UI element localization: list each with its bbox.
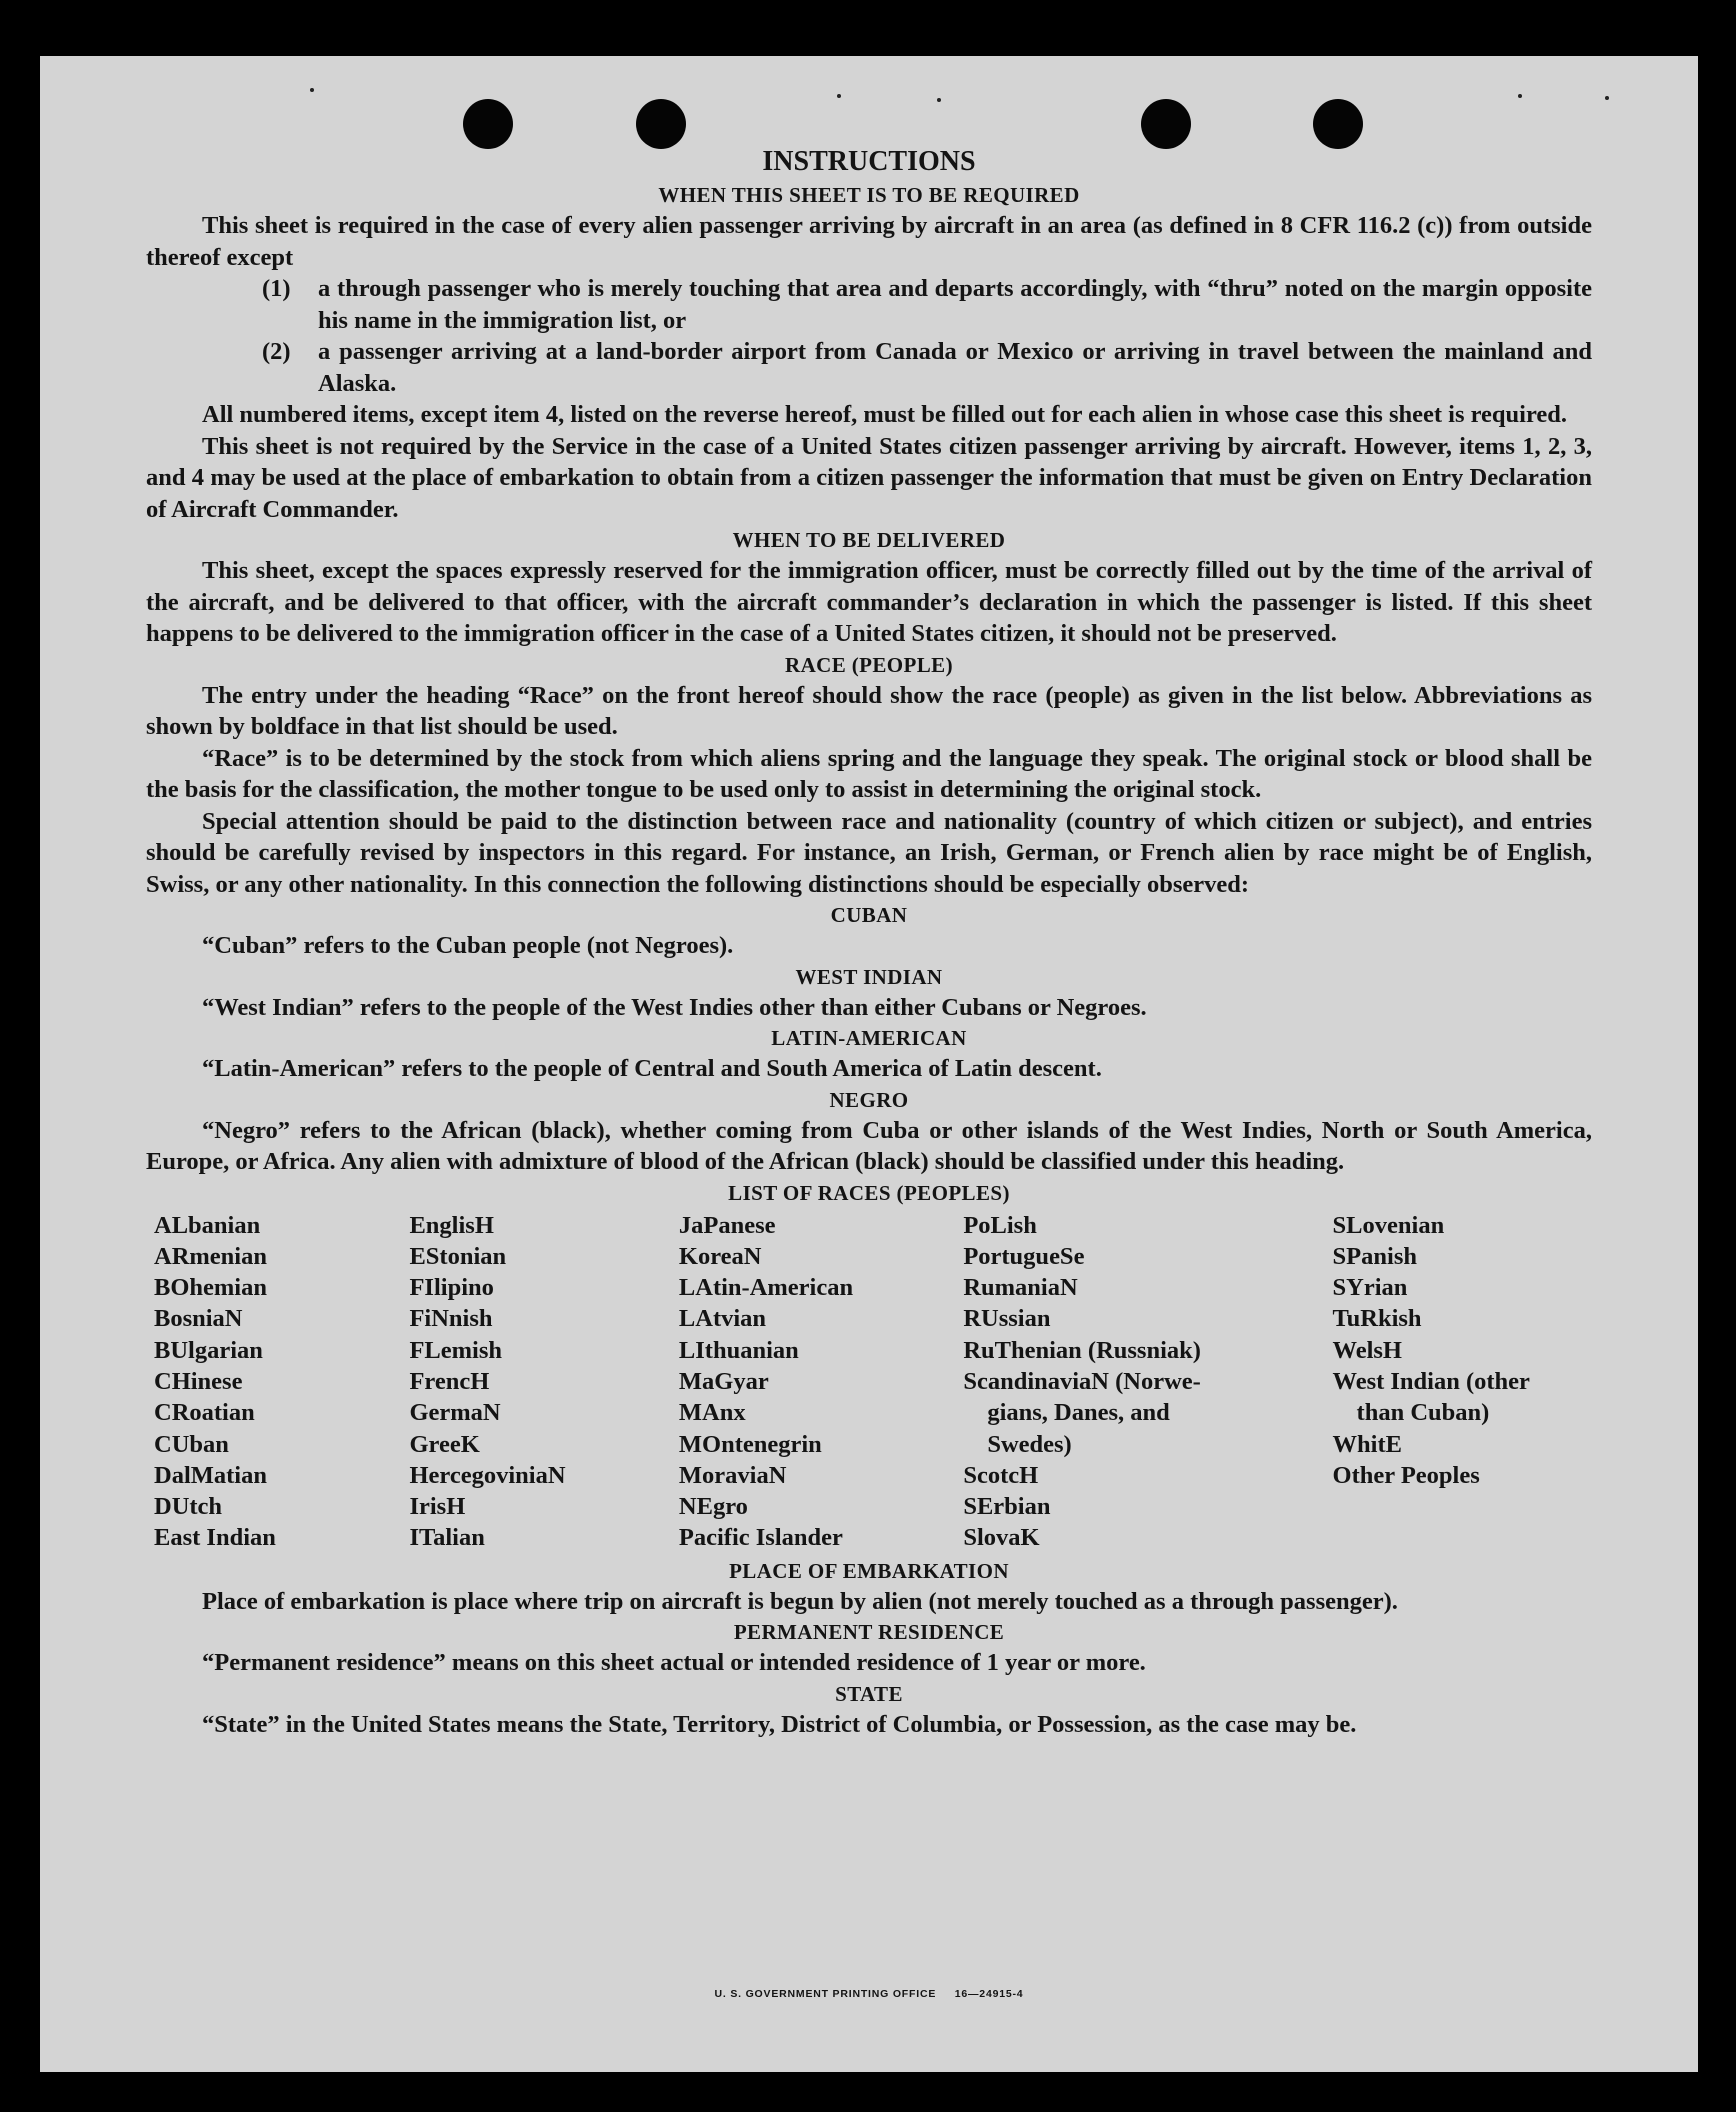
- race-entry: MOntenegrin: [678, 1430, 822, 1458]
- race-entry: WelsH: [1332, 1336, 1402, 1364]
- negro-paragraph: “Negro” refers to the African (black), whether coming from Cuba or other islands of the West Indies, North or South America, Europe, or Africa. Any alien with admixture of blood of the African (black) should be classified under this heading.: [146, 1116, 1592, 1175]
- race-entry: GermaN: [409, 1399, 501, 1427]
- exception-item-2: [262, 336, 1592, 399]
- speck: [837, 94, 841, 98]
- race-entry: West Indian (other: [1332, 1367, 1530, 1395]
- section-heading-delivered: WHEN TO BE DELIVERED: [732, 528, 1006, 552]
- races-column-3: [679, 1210, 963, 1554]
- race-entry: PortugueSe: [963, 1242, 1085, 1270]
- race-entry: PoLish: [963, 1211, 1037, 1239]
- race-entry: WhitE: [1332, 1430, 1402, 1458]
- races-list: [146, 1210, 1592, 1554]
- race-entry: gians, Danes, and: [987, 1399, 1170, 1427]
- west-indian-paragraph: “West Indian” refers to the people of the West Indies other than either Cubans or Negroes.: [202, 993, 1147, 1021]
- races-column-5: [1333, 1210, 1592, 1554]
- exception-item-1: [262, 273, 1592, 336]
- races-column-4: [963, 1210, 1332, 1554]
- race-entry: SErbian: [963, 1493, 1051, 1521]
- page-title: INSTRUCTIONS: [762, 146, 976, 177]
- section-heading-required: WHEN THIS SHEET IS TO BE REQUIRED: [658, 183, 1080, 207]
- section-heading-cuban: CUBAN: [830, 903, 908, 927]
- race-entry: FiNnish: [409, 1305, 493, 1333]
- race-entry: DUtch: [154, 1493, 223, 1521]
- punch-hole: [1141, 99, 1191, 149]
- item-number: (1): [262, 275, 291, 302]
- race-entry: than Cuban): [1356, 1399, 1490, 1427]
- race-entry: ALbanian: [154, 1211, 261, 1239]
- latin-american-paragraph: “Latin-American” refers to the people of Central and South America of Latin descent.: [202, 1055, 1102, 1082]
- item-text: a passenger arriving at a land-border airport from Canada or Mexico or arriving in travel between the mainland and Alaska.: [318, 338, 1592, 397]
- race-entry: ScotcH: [963, 1461, 1039, 1489]
- cuban-paragraph: “Cuban” refers to the Cuban people (not Negroes).: [202, 932, 734, 959]
- race-paragraph-1: The entry under the heading “Race” on the front hereof should show the race (people) as given in the list below. Abbreviations as shown by boldface in that list should be used.: [146, 681, 1592, 740]
- race-entry: RUssian: [963, 1305, 1051, 1333]
- document-sheet: [40, 56, 1698, 2072]
- race-entry: MoraviaN: [678, 1461, 787, 1489]
- section-heading-races-list: LIST OF RACES (PEOPLES): [728, 1180, 1010, 1205]
- race-entry: RumaniaN: [963, 1274, 1078, 1302]
- race-entry: EnglisH: [409, 1211, 494, 1239]
- instructions-body: [146, 144, 1592, 1740]
- delivered-paragraph: This sheet, except the spaces expressly reserved for the immigration officer, must be correctly filled out by the time of the arrival of the aircraft, and be delivered to that officer, with the aircraft commander’s declaration in which the passenger is listed. If this sheet happens to be delivered to the immigration officer in the case of a United States citizen, it should not be preserved.: [146, 557, 1592, 647]
- section-heading-west-indian: WEST INDIAN: [795, 964, 943, 989]
- race-entry: SlovaK: [963, 1524, 1040, 1552]
- race-entry: BUlgarian: [154, 1336, 263, 1364]
- races-column-2: [409, 1210, 678, 1554]
- race-entry: MaGyar: [678, 1367, 769, 1395]
- section-heading-state: STATE: [835, 1681, 903, 1706]
- race-entry: DalMatian: [154, 1461, 267, 1489]
- printing-office-footer: U. S. GOVERNMENT PRINTING OFFICE 16—24915-4: [714, 1988, 1024, 2000]
- required-paragraph-3: This sheet is not required by the Service in the case of a United States citizen passenger arriving by aircraft. However, items 1, 2, 3, and 4 may be used at the place of embarkation to obtain from a citizen passenger the information that must be given on Entry Declaration of Aircraft Commander.: [146, 432, 1592, 523]
- race-entry: CRoatian: [154, 1399, 255, 1427]
- race-entry: LAtvian: [678, 1305, 767, 1333]
- punch-hole: [463, 99, 513, 149]
- race-entry: LIthuanian: [678, 1336, 799, 1364]
- race-entry: KoreaN: [678, 1242, 762, 1270]
- race-entry: ScandinaviaN (Norwe-: [963, 1367, 1201, 1395]
- section-heading-negro: NEGRO: [829, 1087, 909, 1112]
- race-entry: ARmenian: [154, 1242, 267, 1270]
- race-entry: CHinese: [154, 1367, 243, 1395]
- race-entry: Swedes): [987, 1430, 1072, 1458]
- race-entry: Pacific Islander: [678, 1524, 843, 1552]
- required-intro: This sheet is required in the case of every alien passenger arriving by aircraft in an area (as defined in 8 CFR 116.2 (c)) from outside thereof except: [146, 212, 1592, 271]
- item-number: (2): [262, 338, 291, 365]
- race-entry: BosniaN: [154, 1305, 243, 1333]
- race-entry: ITalian: [409, 1524, 485, 1552]
- section-heading-residence: PERMANENT RESIDENCE: [733, 1620, 1005, 1645]
- race-entry: GreeK: [409, 1430, 480, 1458]
- residence-paragraph: “Permanent residence” means on this sheet actual or intended residence of 1 year or more.: [202, 1649, 1146, 1677]
- race-entry: JaPanese: [678, 1211, 776, 1239]
- race-entry: FIlipino: [409, 1274, 494, 1302]
- race-entry: FrencH: [409, 1367, 490, 1395]
- speck: [937, 98, 941, 102]
- embarkation-paragraph: Place of embarkation is place where trip on aircraft is begun by alien (not merely touched as a through passenger).: [202, 1587, 1398, 1615]
- race-entry: TuRkish: [1332, 1305, 1422, 1333]
- speck: [310, 88, 314, 92]
- required-paragraph-2: All numbered items, except item 4, listed on the reverse hereof, must be filled out for each alien in whose case this sheet is required.: [202, 401, 1568, 428]
- punch-hole: [1313, 99, 1363, 149]
- section-heading-race: RACE (PEOPLE): [785, 652, 953, 677]
- race-entry: SYrian: [1332, 1274, 1408, 1302]
- race-entry: SLovenian: [1332, 1211, 1445, 1239]
- race-entry: NEgro: [678, 1493, 748, 1521]
- race-entry: HercegoviniaN: [409, 1461, 566, 1489]
- speck: [1518, 94, 1522, 98]
- race-entry: LAtin-American: [678, 1274, 854, 1302]
- state-paragraph: “State” in the United States means the State, Territory, District of Columbia, or Possession, as the case may be.: [202, 1710, 1357, 1738]
- race-entry: CUban: [154, 1430, 229, 1458]
- race-entry: MAnx: [678, 1399, 746, 1427]
- race-entry: SPanish: [1332, 1242, 1417, 1270]
- race-entry: Other Peoples: [1332, 1461, 1480, 1489]
- race-entry: RuThenian (Russniak): [963, 1336, 1201, 1364]
- speck: [1605, 96, 1609, 100]
- race-entry: IrisH: [409, 1493, 466, 1521]
- race-entry: FLemish: [409, 1336, 503, 1364]
- race-entry: BOhemian: [154, 1274, 267, 1302]
- race-entry: East Indian: [154, 1524, 276, 1552]
- punch-hole: [636, 99, 686, 149]
- section-heading-latin-american: LATIN-AMERICAN: [771, 1026, 967, 1050]
- races-column-1: [146, 1210, 409, 1554]
- race-entry: EStonian: [409, 1242, 507, 1270]
- race-paragraph-3: Special attention should be paid to the distinction between race and nationality (country of which citizen or subject), and entries should be carefully revised by inspectors in this regard. For instance, an Irish, German, or French alien by race might be of English, Swiss, or any other nationality. In this connection the following distinctions should be especially observed:: [146, 807, 1592, 898]
- section-heading-embarkation: PLACE OF EMBARKATION: [729, 1558, 1009, 1583]
- item-text: a through passenger who is merely touching that area and departs accordingly, with “thru” noted on the margin opposite his name in the immigration list, or: [318, 275, 1592, 334]
- race-paragraph-2: “Race” is to be determined by the stock from which aliens spring and the language they speak. The original stock or blood shall be the basis for the classification, the mother tongue to be used only to assist in determining the original stock.: [146, 744, 1592, 803]
